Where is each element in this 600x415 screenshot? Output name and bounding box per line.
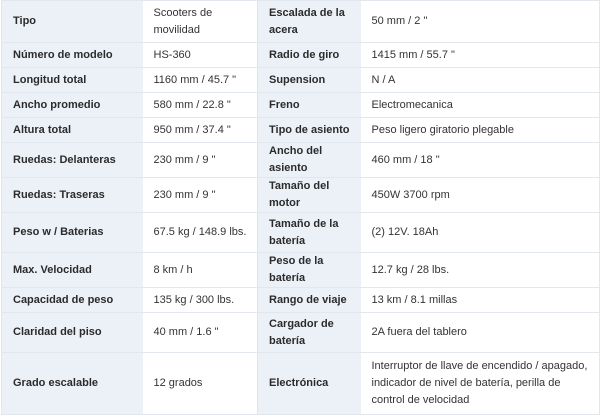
spec-value: 950 mm / 37.4 " bbox=[143, 118, 258, 143]
spec-row bbox=[2, 353, 600, 415]
spec-value: (2) 12V. 18Ah bbox=[361, 213, 600, 253]
spec-value: 13 km / 8.1 millas bbox=[361, 288, 600, 313]
spec-label: Ruedas: Traseras bbox=[2, 178, 143, 213]
spec-label: Tamaño de la batería bbox=[258, 213, 361, 253]
spec-label: Rango de viaje bbox=[258, 288, 361, 313]
spec-label: Peso w / Baterias bbox=[2, 213, 143, 253]
spec-value: 580 mm / 22.8 " bbox=[143, 93, 258, 118]
spec-value: 40 mm / 1.6 " bbox=[143, 313, 258, 353]
spec-value: 12.7 kg / 28 lbs. bbox=[361, 253, 600, 288]
spec-label: Peso de la batería bbox=[258, 253, 361, 288]
spec-label: Freno bbox=[258, 93, 361, 118]
spec-label: Ruedas: Delanteras bbox=[2, 143, 143, 178]
spec-row bbox=[2, 1, 600, 43]
spec-row bbox=[2, 178, 600, 213]
spec-row bbox=[2, 213, 600, 253]
spec-value: 450W 3700 rpm bbox=[361, 178, 600, 213]
spec-label: Electrónica bbox=[258, 353, 361, 415]
spec-value: N / A bbox=[361, 68, 600, 93]
spec-label: Cargador de batería bbox=[258, 313, 361, 353]
spec-row bbox=[2, 68, 600, 93]
spec-label: Tipo bbox=[2, 1, 143, 43]
spec-label: Capacidad de peso bbox=[2, 288, 143, 313]
specifications-table bbox=[1, 0, 600, 415]
spec-value: 135 kg / 300 lbs. bbox=[143, 288, 258, 313]
spec-row bbox=[2, 313, 600, 353]
spec-label: Claridad del piso bbox=[2, 313, 143, 353]
spec-value: 230 mm / 9 " bbox=[143, 178, 258, 213]
spec-value: Electromecanica bbox=[361, 93, 600, 118]
spec-value: 2A fuera del tablero bbox=[361, 313, 600, 353]
spec-label: Altura total bbox=[2, 118, 143, 143]
spec-label: Longitud total bbox=[2, 68, 143, 93]
spec-value: 12 grados bbox=[143, 353, 258, 415]
spec-value: 50 mm / 2 " bbox=[361, 1, 600, 43]
spec-label: Grado escalable bbox=[2, 353, 143, 415]
spec-label: Escalada de la acera bbox=[258, 1, 361, 43]
spec-label: Radio de giro bbox=[258, 43, 361, 68]
spec-value: 1415 mm / 55.7 " bbox=[361, 43, 600, 68]
spec-label: Número de modelo bbox=[2, 43, 143, 68]
spec-label: Tipo de asiento bbox=[258, 118, 361, 143]
spec-value: Scooters de movilidad bbox=[143, 1, 258, 43]
spec-row bbox=[2, 288, 600, 313]
spec-label: Tamaño del motor bbox=[258, 178, 361, 213]
spec-value: 460 mm / 18 " bbox=[361, 143, 600, 178]
spec-label: Ancho del asiento bbox=[258, 143, 361, 178]
spec-label: Supension bbox=[258, 68, 361, 93]
spec-value: 1160 mm / 45.7 " bbox=[143, 68, 258, 93]
spec-label: Ancho promedio bbox=[2, 93, 143, 118]
spec-value: 230 mm / 9 " bbox=[143, 143, 258, 178]
spec-label: Max. Velocidad bbox=[2, 253, 143, 288]
spec-row bbox=[2, 93, 600, 118]
spec-value: HS-360 bbox=[143, 43, 258, 68]
spec-value: 67.5 kg / 148.9 lbs. bbox=[143, 213, 258, 253]
spec-row bbox=[2, 43, 600, 68]
spec-value: Peso ligero giratorio plegable bbox=[361, 118, 600, 143]
spec-value: Interruptor de llave de encendido / apagado, indicador de nivel de batería, perilla de control de velocidad bbox=[361, 353, 600, 415]
spec-value: 8 km / h bbox=[143, 253, 258, 288]
spec-row bbox=[2, 118, 600, 143]
spec-row bbox=[2, 253, 600, 288]
spec-row bbox=[2, 143, 600, 178]
